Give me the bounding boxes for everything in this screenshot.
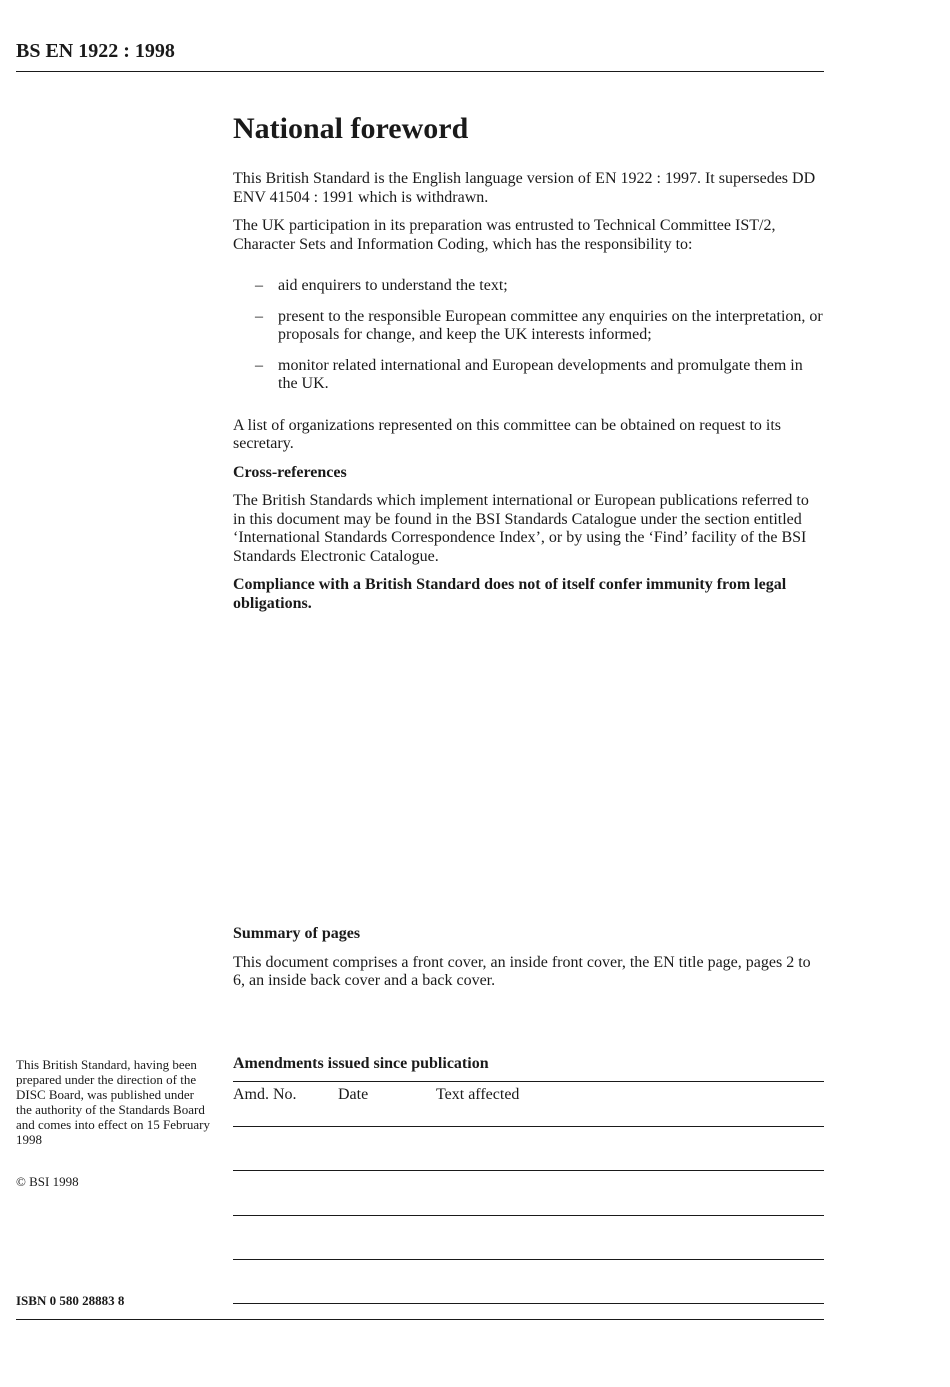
amendments-row-line: [233, 1170, 824, 1171]
amendments-row-line: [233, 1303, 824, 1304]
summary-text: This document comprises a front cover, an inside front cover, the EN title page, pages 2 to 6, an inside back cover and a back cover.: [233, 953, 811, 989]
dash-bullet: –: [255, 277, 263, 294]
list-item: [233, 357, 825, 394]
list-item: [233, 308, 825, 345]
list-item-text: aid enquirers to understand the text;: [278, 277, 508, 294]
page-title: National foreword: [233, 112, 469, 145]
cross-references-heading: Cross-references: [233, 463, 347, 481]
header-rule: [16, 71, 824, 72]
publication-note: This British Standard, having been prepared under the direction of the DISC Board, was published under the authority of the Standards Board and comes into effect on 15 February 1998: [16, 1057, 210, 1147]
responsibility-list: [233, 277, 825, 394]
dash-bullet: –: [255, 356, 263, 374]
summary-section: [233, 925, 825, 1001]
list-item: [233, 277, 825, 296]
isbn: ISBN 0 580 28883 8: [16, 1293, 125, 1308]
list-item-text: present to the responsible European committee any enquiries on the interpretation, or proposals for change, and keep the UK interests informed;: [278, 307, 823, 343]
amendments-title: Amendments issued since publication: [233, 1055, 489, 1072]
foreword-paragraph-2: The UK participation in its preparation was entrusted to Technical Committee IST/2, Character Sets and Information Coding, which has the responsibility to:: [233, 217, 776, 253]
footer-rule: [16, 1319, 824, 1320]
copyright-notice: © BSI 1998: [16, 1174, 79, 1189]
summary-heading: Summary of pages: [233, 925, 361, 942]
foreword-body: [233, 170, 825, 623]
compliance-statement: Compliance with a British Standard does not of itself confer immunity from legal obligations.: [233, 576, 787, 612]
foreword-paragraph-1: This British Standard is the English language version of EN 1922 : 1997. It supersedes DD ENV 41504 : 1991 which is withdrawn.: [233, 170, 816, 206]
column-header-text-affected: Text affected: [436, 1086, 520, 1103]
amendments-rule-top: [233, 1081, 824, 1082]
list-item-text: monitor related international and European developments and promulgate them in the UK.: [278, 356, 803, 392]
dash-bullet: –: [255, 307, 263, 325]
foreword-paragraph-3: A list of organizations represented on this committee can be obtained on request to its secretary.: [233, 416, 782, 452]
column-header-amd-no: Amd. No.: [233, 1086, 297, 1103]
amendments-row-line: [233, 1215, 824, 1216]
amendments-row-line: [233, 1126, 824, 1127]
document-id: BS EN 1922 : 1998: [16, 40, 175, 62]
amendments-row-line: [233, 1259, 824, 1260]
cross-references-text: The British Standards which implement international or European publications referred to in this document may be found in the BSI Standards Catalogue under the section entitled ‘International Standards Correspondence Index’, or by using the ‘Find’ facility of the BSI Standards Electronic Catalogue.: [233, 492, 809, 565]
column-header-date: Date: [338, 1086, 369, 1103]
